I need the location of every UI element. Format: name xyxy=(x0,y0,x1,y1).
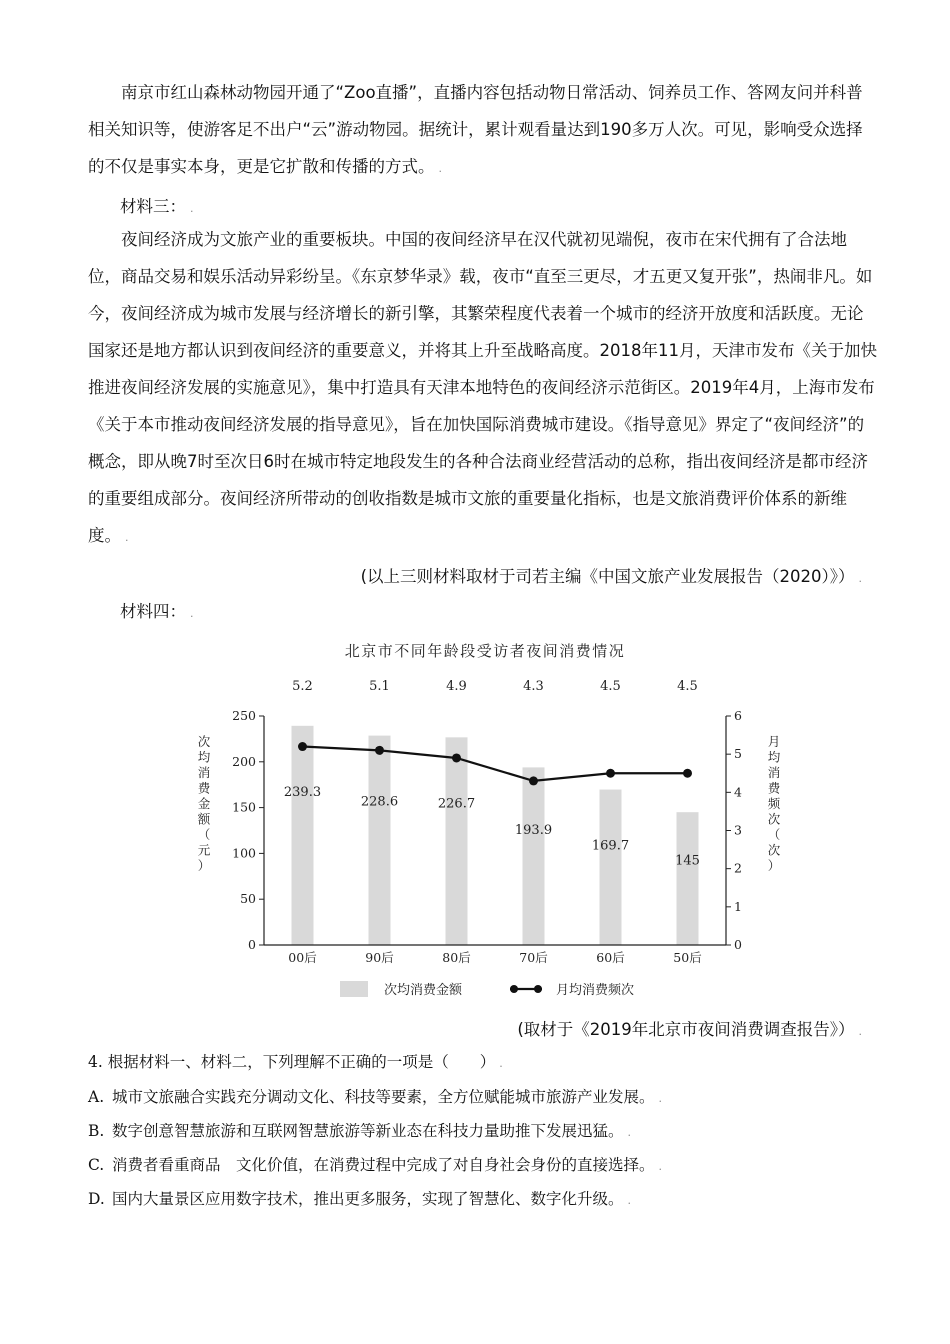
frequency-line xyxy=(303,747,688,781)
line-series xyxy=(292,679,698,785)
option-a[interactable]: A. 城市文旅融合实践充分调动文化、科技等要素，全方位赋能城市旅游产业发展。 . xyxy=(88,1088,663,1106)
bar-series xyxy=(284,726,700,945)
passage-2: 夜间经济成为文旅产业的重要板块。中国的夜间经济早在汉代就初见端倪，夜市在宋代拥有了合法地位，商品交易和娱乐活动异彩纷呈。《东京梦华录》载，夜市“直至三更尽，才五更又复开张”，热闹非凡。如今，夜间经济成为城市发展与经济增长的新引擎，其繁荣程度代表着一个城市的经济开放度和活跃度。无论国家还是地方都认识到夜间经济的重要意义，并将其上升至战略高度。2018年11月，天津市发布《关于加快推进夜间经济发展的实施意见》，集中打造具有天津本地特色的夜间经济示范街区。2019年4月，上海市发布《关于本市推动夜间经济发展的指导意见》，旨在加快国际消费城市建设。《指导意见》界定了“夜间经济”的概念，即从晚7时至次日6时在城市特定地段发生的各种合法商业经营活动的总称，指出夜间经济是都市经济的重要组成部分。夜间经济所带动的创收指数是城市文旅的重要量化指标，也是文旅消费评价体系的新维度。 . xyxy=(88,230,877,545)
frequency-value-label: 4.5 xyxy=(600,679,621,694)
frequency-value-label: 5.2 xyxy=(292,679,313,694)
y2-tick-label: 0 xyxy=(734,937,742,952)
frequency-value-label: 4.3 xyxy=(523,679,544,694)
y-tick-label: 250 xyxy=(232,708,256,723)
frequency-point-50后 xyxy=(683,769,692,778)
x-tick-label: 90后 xyxy=(365,950,394,965)
y2-tick-label: 5 xyxy=(734,746,742,762)
option-d[interactable]: D. 国内大量景区应用数字技术，推出更多服务，实现了智慧化、数字化升级。 . xyxy=(88,1190,632,1208)
bar-value-label: 145 xyxy=(675,853,700,869)
legend-line-marker xyxy=(534,985,542,993)
legend-bar-swatch xyxy=(340,981,368,997)
chart-legend xyxy=(340,981,634,998)
frequency-value-label: 4.5 xyxy=(677,679,698,694)
chart-title: 北京市不同年龄段受访者夜间消费情况 xyxy=(344,642,626,660)
bar-value-label: 226.7 xyxy=(437,796,476,812)
y-tick-label: 100 xyxy=(232,845,256,861)
bar-70后 xyxy=(523,767,545,945)
y2-tick-label: 4 xyxy=(734,784,742,800)
x-tick-label: 50后 xyxy=(673,950,702,965)
y2-tick-label: 6 xyxy=(734,708,742,723)
bar-value-label: 169.7 xyxy=(591,838,630,854)
y2-axis-title: 月均消费频次（次） xyxy=(767,734,781,873)
frequency-point-80后 xyxy=(452,753,461,762)
passage-1: 南京市红山森林动物园开通了“Zoo直播”，直播内容包括动物日常活动、饲养员工作、答网友问并科普相关知识等，使游客足不出户“云”游动物园。据统计，累计观看量达到190多万人次。可见，影响受众选择的不仅是事实本身，更是它扩散和传播的方式。 . xyxy=(88,83,863,176)
x-tick-label: 60后 xyxy=(596,950,625,965)
frequency-point-70后 xyxy=(529,776,538,785)
y2-tick-label: 1 xyxy=(734,898,742,914)
y-tick-label: 0 xyxy=(248,937,256,952)
y-axis-title: 次均消费金额（元） xyxy=(197,734,211,873)
bar-value-label: 228.6 xyxy=(360,794,399,810)
frequency-point-90后 xyxy=(375,746,384,755)
frequency-point-00后 xyxy=(298,742,307,751)
question-stem: 4. 根据材料一、材料二，下列理解不正确的一项是（ ） . xyxy=(88,1053,503,1071)
source-note-1: (以上三则材料取材于司若主编《中国文旅产业发展报告（2020）》） . xyxy=(360,567,862,586)
y-tick-label: 200 xyxy=(232,753,256,769)
x-tick-label: 70后 xyxy=(519,950,548,965)
night-consumption-chart xyxy=(180,630,800,1010)
y2-tick-label: 2 xyxy=(734,860,742,876)
bar-90后 xyxy=(369,736,391,945)
bar-60后 xyxy=(600,790,622,945)
material-3-label: 材料三： . xyxy=(120,197,194,216)
legend-line-label: 月均消费频次 xyxy=(556,983,635,998)
bar-50后 xyxy=(677,812,699,945)
bar-80后 xyxy=(446,737,468,945)
legend-line-marker xyxy=(510,985,518,993)
bar-value-label: 239.3 xyxy=(283,784,322,800)
bar-value-label: 193.9 xyxy=(514,823,553,839)
bar-00后 xyxy=(292,726,314,945)
option-b[interactable]: B. 数字创意智慧旅游和互联网智慧旅游等新业态在科技力量助推下发展迅猛。 . xyxy=(88,1122,632,1140)
frequency-point-60后 xyxy=(606,769,615,778)
y-tick-label: 150 xyxy=(232,799,256,815)
frequency-value-label: 4.9 xyxy=(446,679,467,694)
source-note-2: (取材于《2019年北京市夜间消费调查报告》） . xyxy=(517,1020,862,1039)
x-tick-label: 80后 xyxy=(442,950,471,965)
y2-tick-label: 3 xyxy=(734,822,742,838)
x-tick-label: 00后 xyxy=(288,950,317,965)
option-c[interactable]: C. 消费者看重商品 文化价值，在消费过程中完成了对自身社会身份的直接选择。 . xyxy=(88,1156,663,1174)
y-tick-label: 50 xyxy=(240,891,256,907)
frequency-value-label: 5.1 xyxy=(369,679,390,694)
material-4-label: 材料四： . xyxy=(120,602,194,621)
legend-bar-label: 次均消费金额 xyxy=(384,983,463,998)
